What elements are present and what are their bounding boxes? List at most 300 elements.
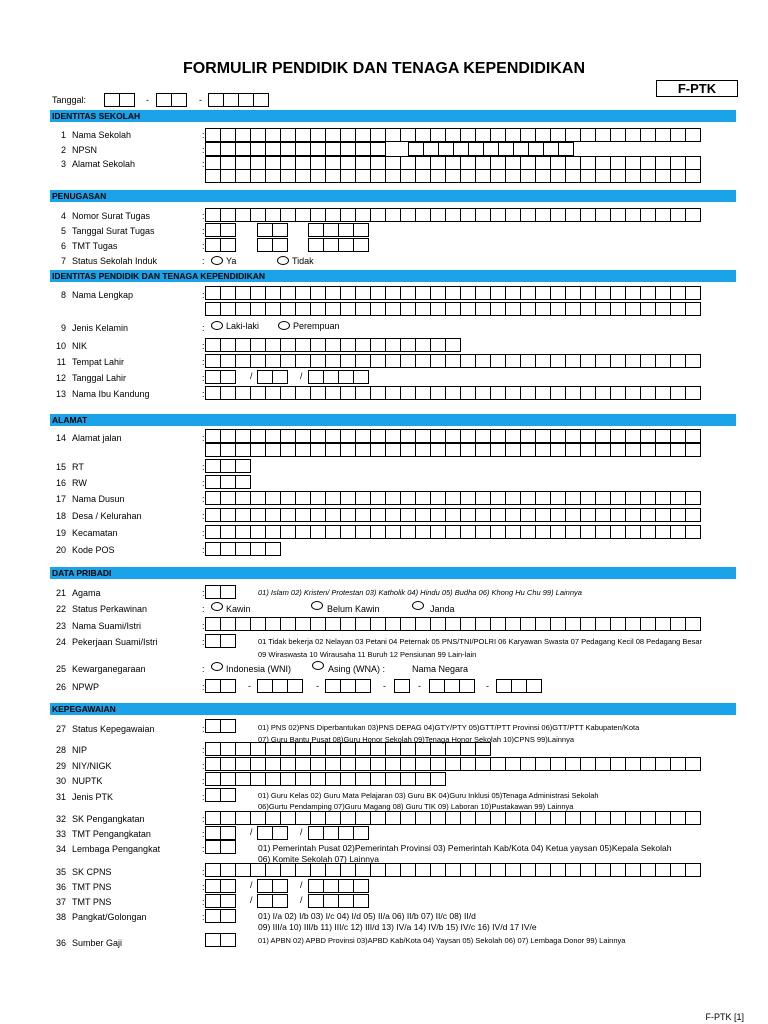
char-box[interactable]: [310, 508, 326, 522]
char-box[interactable]: [550, 525, 566, 539]
char-box[interactable]: [385, 208, 401, 222]
char-box[interactable]: [565, 863, 581, 877]
char-box[interactable]: [370, 429, 386, 443]
char-box[interactable]: [250, 772, 266, 786]
char-box[interactable]: [655, 169, 671, 183]
char-box[interactable]: [310, 617, 326, 631]
char-box[interactable]: [625, 491, 641, 505]
char-box[interactable]: [430, 156, 446, 170]
char-box[interactable]: [565, 429, 581, 443]
char-box[interactable]: [295, 128, 311, 142]
char-box[interactable]: [580, 863, 596, 877]
char-box[interactable]: [670, 354, 686, 368]
char-box[interactable]: [295, 757, 311, 771]
char-box[interactable]: [550, 208, 566, 222]
char-box[interactable]: [323, 826, 339, 840]
char-box[interactable]: [400, 443, 416, 457]
input-tmt-angkat-day[interactable]: [205, 826, 235, 840]
char-box[interactable]: [655, 354, 671, 368]
input-nama-ibu[interactable]: [205, 386, 700, 400]
char-box[interactable]: [610, 811, 626, 825]
char-box[interactable]: [295, 443, 311, 457]
char-box[interactable]: [595, 508, 611, 522]
char-box[interactable]: [520, 286, 536, 300]
char-box[interactable]: [325, 208, 341, 222]
char-box[interactable]: [355, 811, 371, 825]
char-box[interactable]: [250, 354, 266, 368]
char-box[interactable]: [250, 525, 266, 539]
char-box[interactable]: [535, 156, 551, 170]
char-box[interactable]: [205, 128, 221, 142]
char-box[interactable]: [370, 142, 386, 156]
char-box[interactable]: [430, 508, 446, 522]
char-box[interactable]: [505, 863, 521, 877]
char-box[interactable]: [340, 525, 356, 539]
char-box[interactable]: [272, 894, 288, 908]
char-box[interactable]: [355, 302, 371, 316]
char-box[interactable]: [235, 459, 251, 473]
char-box[interactable]: [265, 156, 281, 170]
char-box[interactable]: [355, 386, 371, 400]
char-box[interactable]: [355, 429, 371, 443]
char-box[interactable]: [625, 863, 641, 877]
char-box[interactable]: [550, 491, 566, 505]
char-box[interactable]: [400, 491, 416, 505]
input-tmt-pns-year[interactable]: [308, 879, 368, 893]
char-box[interactable]: [280, 128, 296, 142]
char-box[interactable]: [325, 508, 341, 522]
char-box[interactable]: [565, 617, 581, 631]
char-box[interactable]: [340, 508, 356, 522]
char-box[interactable]: [308, 223, 324, 237]
char-box[interactable]: [355, 128, 371, 142]
char-box[interactable]: [468, 142, 484, 156]
char-box[interactable]: [595, 169, 611, 183]
char-box[interactable]: [400, 338, 416, 352]
char-box[interactable]: [640, 508, 656, 522]
char-box[interactable]: [625, 443, 641, 457]
char-box[interactable]: [340, 208, 356, 222]
char-box[interactable]: [355, 757, 371, 771]
char-box[interactable]: [370, 338, 386, 352]
char-box[interactable]: [295, 208, 311, 222]
char-box[interactable]: [295, 491, 311, 505]
char-box[interactable]: [265, 811, 281, 825]
char-box[interactable]: [205, 459, 221, 473]
char-box[interactable]: [355, 443, 371, 457]
input-lahir-day[interactable]: [205, 370, 235, 384]
char-box[interactable]: [257, 238, 273, 252]
char-box[interactable]: [220, 634, 236, 648]
char-box[interactable]: [490, 169, 506, 183]
char-box[interactable]: [550, 169, 566, 183]
char-box[interactable]: [625, 757, 641, 771]
char-box[interactable]: [220, 302, 236, 316]
char-box[interactable]: [308, 894, 324, 908]
char-box[interactable]: [340, 128, 356, 142]
char-box[interactable]: [415, 863, 431, 877]
char-box[interactable]: [580, 286, 596, 300]
char-box[interactable]: [685, 156, 701, 170]
char-box[interactable]: [415, 128, 431, 142]
char-box[interactable]: [280, 286, 296, 300]
char-box[interactable]: [205, 840, 221, 854]
char-box[interactable]: [610, 525, 626, 539]
char-box[interactable]: [295, 156, 311, 170]
input-tmt-month[interactable]: [257, 238, 287, 252]
char-box[interactable]: [235, 525, 251, 539]
char-box[interactable]: [355, 169, 371, 183]
char-box[interactable]: [550, 354, 566, 368]
char-box[interactable]: [355, 491, 371, 505]
input-nuptk[interactable]: [205, 772, 445, 786]
char-box[interactable]: [505, 169, 521, 183]
char-box[interactable]: [250, 757, 266, 771]
char-box[interactable]: [325, 525, 341, 539]
char-box[interactable]: [490, 354, 506, 368]
char-box[interactable]: [205, 223, 221, 237]
char-box[interactable]: [550, 617, 566, 631]
input-rw[interactable]: [205, 475, 250, 489]
char-box[interactable]: [520, 354, 536, 368]
char-box[interactable]: [220, 354, 236, 368]
input-status-kepegawaian[interactable]: [205, 719, 235, 733]
char-box[interactable]: [528, 142, 544, 156]
radio-wni[interactable]: [211, 662, 223, 671]
char-box[interactable]: [550, 811, 566, 825]
char-box[interactable]: [670, 525, 686, 539]
char-box[interactable]: [353, 238, 369, 252]
char-box[interactable]: [580, 443, 596, 457]
char-box[interactable]: [640, 208, 656, 222]
char-box[interactable]: [445, 742, 461, 756]
char-box[interactable]: [423, 142, 439, 156]
char-box[interactable]: [265, 286, 281, 300]
char-box[interactable]: [265, 429, 281, 443]
char-box[interactable]: [550, 128, 566, 142]
char-box[interactable]: [310, 354, 326, 368]
char-box[interactable]: [265, 542, 281, 556]
char-box[interactable]: [475, 443, 491, 457]
char-box[interactable]: [280, 354, 296, 368]
char-box[interactable]: [325, 757, 341, 771]
char-box[interactable]: [385, 757, 401, 771]
char-box[interactable]: [205, 679, 221, 693]
char-box[interactable]: [340, 443, 356, 457]
char-box[interactable]: [340, 338, 356, 352]
char-box[interactable]: [223, 93, 239, 107]
char-box[interactable]: [205, 475, 221, 489]
input-tmt-year[interactable]: [308, 238, 368, 252]
radio-belum-kawin[interactable]: [311, 601, 323, 610]
char-box[interactable]: [220, 863, 236, 877]
char-box[interactable]: [505, 302, 521, 316]
char-box[interactable]: [685, 525, 701, 539]
char-box[interactable]: [340, 169, 356, 183]
tanggal-day[interactable]: [104, 93, 134, 107]
char-box[interactable]: [520, 169, 536, 183]
char-box[interactable]: [280, 169, 296, 183]
char-box[interactable]: [355, 617, 371, 631]
char-box[interactable]: [460, 863, 476, 877]
char-box[interactable]: [415, 338, 431, 352]
char-box[interactable]: [250, 286, 266, 300]
char-box[interactable]: [535, 386, 551, 400]
char-box[interactable]: [325, 338, 341, 352]
char-box[interactable]: [670, 757, 686, 771]
char-box[interactable]: [610, 208, 626, 222]
char-box[interactable]: [265, 208, 281, 222]
char-box[interactable]: [445, 338, 461, 352]
char-box[interactable]: [250, 386, 266, 400]
char-box[interactable]: [610, 128, 626, 142]
char-box[interactable]: [265, 169, 281, 183]
char-box[interactable]: [460, 811, 476, 825]
char-box[interactable]: [505, 128, 521, 142]
char-box[interactable]: [670, 156, 686, 170]
char-box[interactable]: [370, 772, 386, 786]
char-box[interactable]: [355, 286, 371, 300]
char-box[interactable]: [235, 617, 251, 631]
char-box[interactable]: [445, 302, 461, 316]
char-box[interactable]: [655, 491, 671, 505]
input-sumber-gaji[interactable]: [205, 933, 235, 947]
char-box[interactable]: [685, 128, 701, 142]
char-box[interactable]: [325, 742, 341, 756]
char-box[interactable]: [543, 142, 559, 156]
char-box[interactable]: [565, 811, 581, 825]
char-box[interactable]: [490, 156, 506, 170]
char-box[interactable]: [445, 811, 461, 825]
char-box[interactable]: [250, 169, 266, 183]
char-box[interactable]: [490, 863, 506, 877]
char-box[interactable]: [323, 238, 339, 252]
char-box[interactable]: [565, 302, 581, 316]
char-box[interactable]: [235, 338, 251, 352]
input-kode-pos[interactable]: [205, 542, 280, 556]
char-box[interactable]: [565, 208, 581, 222]
char-box[interactable]: [490, 811, 506, 825]
input-pangkat[interactable]: [205, 909, 235, 923]
input-npwp-5[interactable]: [429, 679, 474, 693]
char-box[interactable]: [325, 302, 341, 316]
char-box[interactable]: [685, 286, 701, 300]
char-box[interactable]: [220, 933, 236, 947]
char-box[interactable]: [565, 757, 581, 771]
char-box[interactable]: [445, 617, 461, 631]
char-box[interactable]: [475, 742, 491, 756]
char-box[interactable]: [385, 811, 401, 825]
radio-janda[interactable]: [412, 601, 424, 610]
char-box[interactable]: [295, 525, 311, 539]
char-box[interactable]: [385, 863, 401, 877]
char-box[interactable]: [205, 302, 221, 316]
char-box[interactable]: [565, 491, 581, 505]
char-box[interactable]: [430, 443, 446, 457]
char-box[interactable]: [640, 429, 656, 443]
char-box[interactable]: [595, 443, 611, 457]
char-box[interactable]: [280, 386, 296, 400]
char-box[interactable]: [655, 443, 671, 457]
char-box[interactable]: [220, 386, 236, 400]
char-box[interactable]: [235, 772, 251, 786]
char-box[interactable]: [580, 811, 596, 825]
char-box[interactable]: [310, 757, 326, 771]
char-box[interactable]: [235, 354, 251, 368]
char-box[interactable]: [310, 338, 326, 352]
char-box[interactable]: [280, 156, 296, 170]
char-box[interactable]: [355, 772, 371, 786]
char-box[interactable]: [625, 156, 641, 170]
char-box[interactable]: [655, 617, 671, 631]
char-box[interactable]: [280, 208, 296, 222]
char-box[interactable]: [257, 370, 273, 384]
char-box[interactable]: [460, 169, 476, 183]
char-box[interactable]: [475, 757, 491, 771]
char-box[interactable]: [205, 508, 221, 522]
char-box[interactable]: [430, 491, 446, 505]
char-box[interactable]: [520, 757, 536, 771]
char-box[interactable]: [460, 525, 476, 539]
input-tmt-day[interactable]: [205, 238, 235, 252]
char-box[interactable]: [250, 742, 266, 756]
char-box[interactable]: [505, 208, 521, 222]
char-box[interactable]: [565, 386, 581, 400]
char-box[interactable]: [460, 354, 476, 368]
char-box[interactable]: [415, 354, 431, 368]
char-box[interactable]: [430, 429, 446, 443]
char-box[interactable]: [235, 757, 251, 771]
input-npwp-6[interactable]: [496, 679, 541, 693]
char-box[interactable]: [295, 508, 311, 522]
char-box[interactable]: [640, 302, 656, 316]
char-box[interactable]: [370, 525, 386, 539]
char-box[interactable]: [670, 128, 686, 142]
char-box[interactable]: [520, 525, 536, 539]
char-box[interactable]: [370, 491, 386, 505]
char-box[interactable]: [205, 354, 221, 368]
char-box[interactable]: [385, 354, 401, 368]
char-box[interactable]: [655, 811, 671, 825]
char-box[interactable]: [205, 634, 221, 648]
char-box[interactable]: [655, 128, 671, 142]
char-box[interactable]: [310, 302, 326, 316]
char-box[interactable]: [580, 525, 596, 539]
input-tgl-surat-year[interactable]: [308, 223, 368, 237]
char-box[interactable]: [460, 491, 476, 505]
char-box[interactable]: [415, 443, 431, 457]
char-box[interactable]: [595, 302, 611, 316]
char-box[interactable]: [430, 354, 446, 368]
input-nama-sekolah[interactable]: [205, 128, 700, 142]
char-box[interactable]: [205, 863, 221, 877]
char-box[interactable]: [490, 386, 506, 400]
char-box[interactable]: [685, 302, 701, 316]
char-box[interactable]: [325, 286, 341, 300]
char-box[interactable]: [205, 370, 221, 384]
char-box[interactable]: [370, 156, 386, 170]
char-box[interactable]: [415, 742, 431, 756]
char-box[interactable]: [323, 879, 339, 893]
char-box[interactable]: [205, 386, 221, 400]
input-tmt-pns-month[interactable]: [257, 879, 287, 893]
char-box[interactable]: [353, 370, 369, 384]
char-box[interactable]: [445, 354, 461, 368]
char-box[interactable]: [323, 894, 339, 908]
char-box[interactable]: [235, 863, 251, 877]
char-box[interactable]: [280, 443, 296, 457]
char-box[interactable]: [430, 128, 446, 142]
char-box[interactable]: [250, 617, 266, 631]
char-box[interactable]: [610, 429, 626, 443]
char-box[interactable]: [535, 617, 551, 631]
char-box[interactable]: [325, 354, 341, 368]
char-box[interactable]: [205, 542, 221, 556]
char-box[interactable]: [325, 679, 341, 693]
char-box[interactable]: [535, 811, 551, 825]
char-box[interactable]: [235, 156, 251, 170]
char-box[interactable]: [310, 156, 326, 170]
char-box[interactable]: [415, 811, 431, 825]
char-box[interactable]: [430, 302, 446, 316]
char-box[interactable]: [253, 93, 269, 107]
char-box[interactable]: [685, 386, 701, 400]
char-box[interactable]: [370, 508, 386, 522]
input-tmt-pns-day[interactable]: [205, 879, 235, 893]
char-box[interactable]: [205, 429, 221, 443]
char-box[interactable]: [460, 286, 476, 300]
char-box[interactable]: [415, 525, 431, 539]
char-box[interactable]: [535, 443, 551, 457]
char-box[interactable]: [104, 93, 120, 107]
char-box[interactable]: [565, 156, 581, 170]
char-box[interactable]: [220, 156, 236, 170]
char-box[interactable]: [595, 811, 611, 825]
char-box[interactable]: [385, 491, 401, 505]
char-box[interactable]: [220, 370, 236, 384]
char-box[interactable]: [438, 142, 454, 156]
char-box[interactable]: [505, 757, 521, 771]
char-box[interactable]: [265, 508, 281, 522]
char-box[interactable]: [445, 525, 461, 539]
char-box[interactable]: [355, 863, 371, 877]
char-box[interactable]: [340, 286, 356, 300]
char-box[interactable]: [272, 826, 288, 840]
char-box[interactable]: [220, 128, 236, 142]
char-box[interactable]: [310, 386, 326, 400]
char-box[interactable]: [340, 156, 356, 170]
char-box[interactable]: [325, 811, 341, 825]
char-box[interactable]: [235, 142, 251, 156]
char-box[interactable]: [310, 128, 326, 142]
char-box[interactable]: [220, 208, 236, 222]
char-box[interactable]: [265, 338, 281, 352]
char-box[interactable]: [355, 525, 371, 539]
char-box[interactable]: [385, 443, 401, 457]
char-box[interactable]: [415, 772, 431, 786]
char-box[interactable]: [558, 142, 574, 156]
char-box[interactable]: [595, 757, 611, 771]
char-box[interactable]: [220, 909, 236, 923]
char-box[interactable]: [415, 302, 431, 316]
char-box[interactable]: [205, 826, 221, 840]
char-box[interactable]: [385, 386, 401, 400]
char-box[interactable]: [655, 863, 671, 877]
char-box[interactable]: [325, 772, 341, 786]
char-box[interactable]: [400, 169, 416, 183]
input-jenis-ptk[interactable]: [205, 788, 235, 802]
char-box[interactable]: [370, 443, 386, 457]
